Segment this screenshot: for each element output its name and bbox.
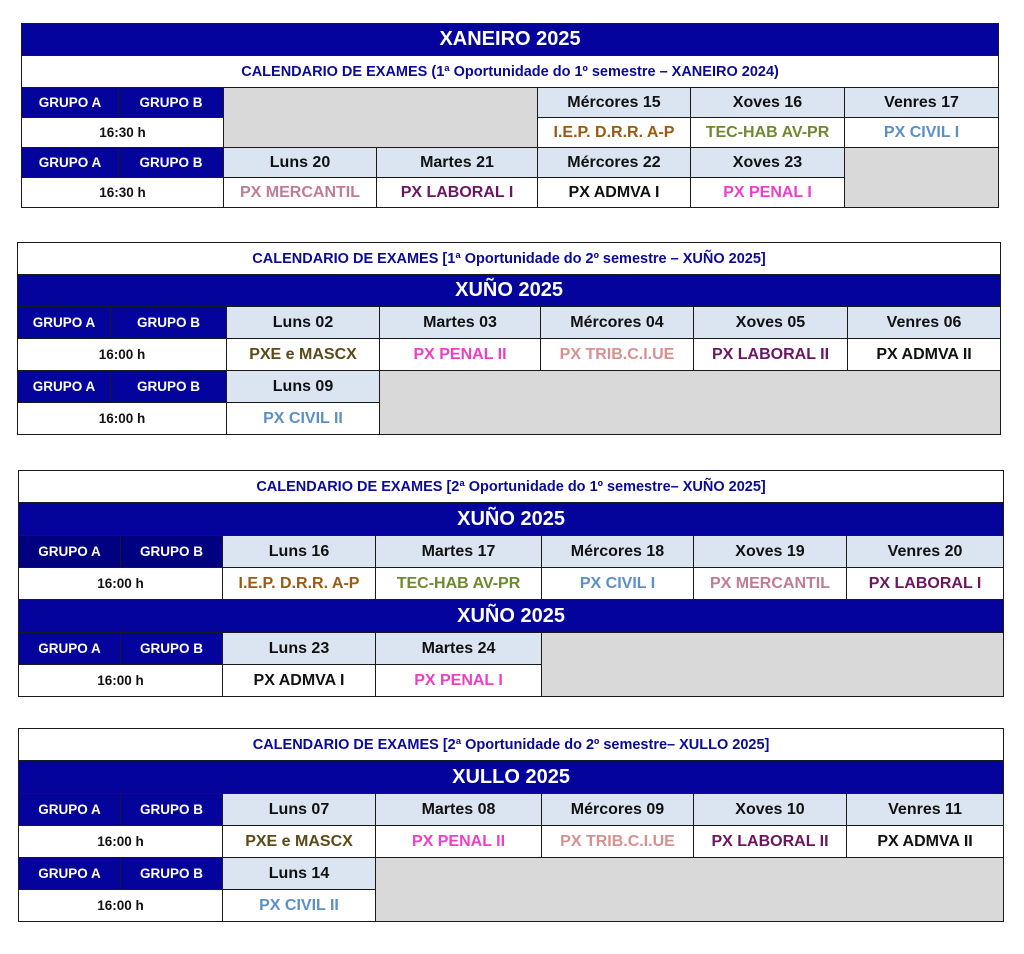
exam-cell: PX PENAL II [376,826,542,858]
day-header: Luns 16 [223,536,376,568]
empty-cell [224,88,538,148]
month-title: XUÑO 2025 [18,275,1001,307]
day-header: Martes 08 [376,794,542,826]
exam-cell: PX CIVIL I [542,568,694,600]
exam-cell: PX LABORAL II [694,826,847,858]
exam-table-xuno-2 [18,470,1004,697]
group-a-header: GRUPO A [19,858,121,890]
exam-cell: PX CIVIL I [845,118,999,148]
day-header: Luns 20 [224,148,377,178]
exam-time: 16:00 h [18,403,227,435]
exam-cell: PX PENAL I [376,665,542,697]
exam-cell: PXE e MASCX [223,826,376,858]
exam-cell: PX ADMVA I [223,665,376,697]
day-header: Luns 23 [223,633,376,665]
group-b-header: GRUPO B [111,371,227,403]
exam-cell: TEC-HAB AV-PR [691,118,845,148]
exam-cell: PX CIVIL II [227,403,380,435]
exam-table-xaneiro [21,23,999,208]
day-header: Xoves 19 [694,536,847,568]
empty-cell [376,858,1004,922]
exam-table-xuno-1 [17,242,1001,435]
group-a-header: GRUPO A [18,307,111,339]
calendar-subtitle: CALENDARIO DE EXAMES (1ª Oportunidade do 1º semestre – XANEIRO 2024) [22,56,999,88]
exam-time: 16:00 h [19,890,223,922]
group-a-header: GRUPO A [22,88,119,118]
exam-cell: PX ADMVA II [847,826,1004,858]
exam-time: 16:30 h [22,178,224,208]
exam-cell: PX LABORAL II [694,339,848,371]
day-header: Luns 02 [227,307,380,339]
day-header: Xoves 05 [694,307,848,339]
calendar-subtitle: CALENDARIO DE EXAMES [1ª Oportunidade do 2º semestre – XUÑO 2025] [18,243,1001,275]
day-header: Mércores 15 [538,88,691,118]
day-header: Mércores 09 [542,794,694,826]
group-b-header: GRUPO B [121,633,223,665]
calendar-subtitle: CALENDARIO DE EXAMES [2ª Oportunidade do 1º semestre– XUÑO 2025] [19,471,1004,503]
group-a-header: GRUPO A [19,633,121,665]
empty-cell [380,371,1001,435]
day-header: Mércores 18 [542,536,694,568]
exam-cell: PX ADMVA II [848,339,1001,371]
day-header: Xoves 10 [694,794,847,826]
exam-cell: PX MERCANTIL [224,178,377,208]
day-header: Venres 06 [848,307,1001,339]
exam-time: 16:00 h [19,665,223,697]
exam-table-xullo [18,728,1004,922]
day-header: Xoves 23 [691,148,845,178]
group-b-header: GRUPO B [111,307,227,339]
exam-time: 16:00 h [19,826,223,858]
group-a-header: GRUPO A [18,371,111,403]
day-header: Venres 20 [847,536,1004,568]
day-header: Xoves 16 [691,88,845,118]
month-title: XUÑO 2025 [19,600,1004,633]
exam-cell: PXE e MASCX [227,339,380,371]
exam-cell: I.E.P. D.R.R. A-P [223,568,376,600]
exam-cell: PX PENAL I [691,178,845,208]
exam-cell: PX CIVIL II [223,890,376,922]
exam-time: 16:30 h [22,118,224,148]
day-header: Luns 09 [227,371,380,403]
exam-time: 16:00 h [19,568,223,600]
day-header: Martes 24 [376,633,542,665]
day-header: Martes 03 [380,307,541,339]
group-a-header: GRUPO A [22,148,119,178]
exam-time: 16:00 h [18,339,227,371]
day-header: Mércores 04 [541,307,694,339]
group-b-header: GRUPO B [121,536,223,568]
month-title: XUÑO 2025 [19,503,1004,536]
day-header: Mércores 22 [538,148,691,178]
group-a-header: GRUPO A [19,536,121,568]
exam-cell: PX LABORAL I [377,178,538,208]
group-b-header: GRUPO B [119,148,224,178]
exam-cell: PX TRIB.C.I.UE [542,826,694,858]
group-b-header: GRUPO B [121,794,223,826]
day-header: Martes 17 [376,536,542,568]
group-b-header: GRUPO B [119,88,224,118]
exam-cell: PX TRIB.C.I.UE [541,339,694,371]
day-header: Venres 17 [845,88,999,118]
day-header: Luns 07 [223,794,376,826]
day-header: Venres 11 [847,794,1004,826]
exam-cell: PX ADMVA I [538,178,691,208]
day-header: Martes 21 [377,148,538,178]
exam-cell: I.E.P. D.R.R. A-P [538,118,691,148]
month-title: XANEIRO 2025 [22,24,999,56]
empty-cell [542,633,1004,697]
month-title: XULLO 2025 [19,761,1004,794]
calendar-subtitle: CALENDARIO DE EXAMES [2ª Oportunidade do 2º semestre– XULLO 2025] [19,729,1004,761]
exam-cell: PX MERCANTIL [694,568,847,600]
exam-cell: PX LABORAL I [847,568,1004,600]
exam-cell: PX PENAL II [380,339,541,371]
exam-cell: TEC-HAB AV-PR [376,568,542,600]
day-header: Luns 14 [223,858,376,890]
group-b-header: GRUPO B [121,858,223,890]
group-a-header: GRUPO A [19,794,121,826]
empty-cell [845,148,999,208]
